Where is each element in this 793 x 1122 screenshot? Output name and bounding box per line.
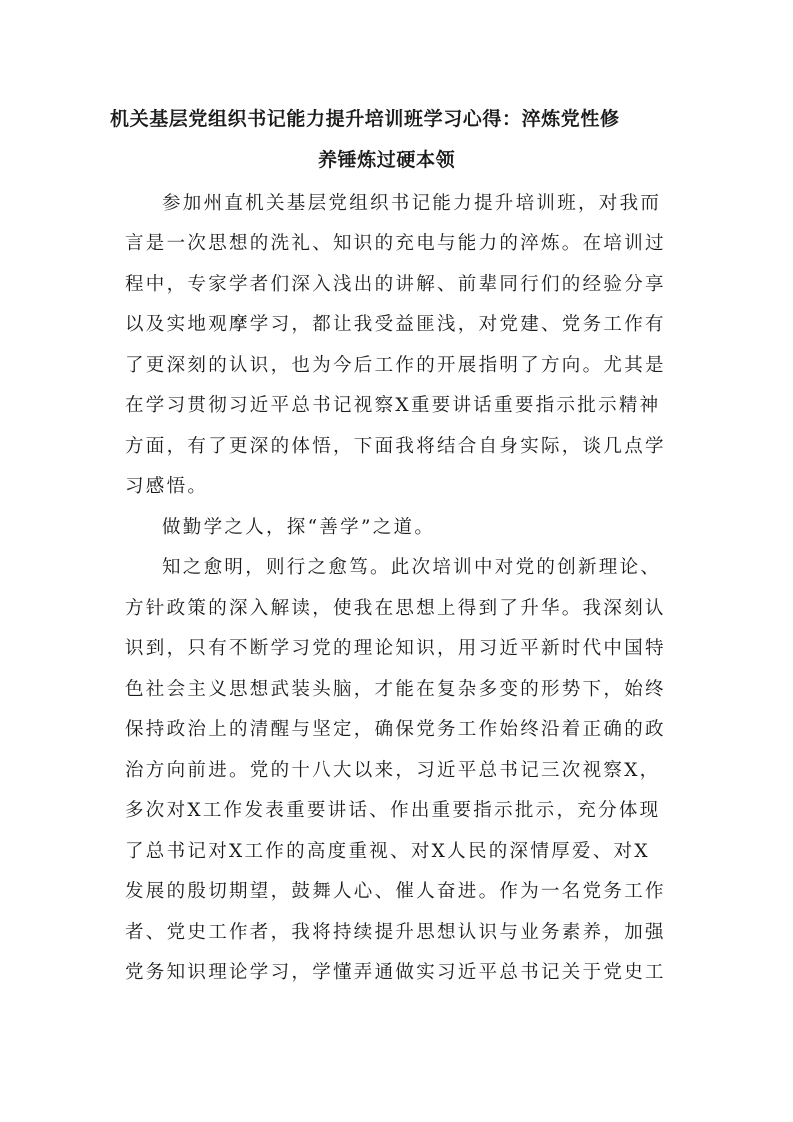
paragraph-line: 多次对X工作发表重要讲话、作出重要指示批示，充分体现 <box>125 800 661 821</box>
paragraph-line: 了更深刻的认识，也为今后工作的开展指明了方向。尤其是 <box>125 355 666 376</box>
paragraph-line: 识到，只有不断学习党的理论知识，用习近平新时代中国特 <box>125 638 666 659</box>
paragraph-line: 参加州直机关基层党组织书记能力提升培训班，对我而 <box>162 193 662 214</box>
paragraph-line: 程中，专家学者们深入浅出的讲解、前辈同行们的经验分享 <box>125 274 666 295</box>
paragraph-line: 色社会主义思想武装头脑，才能在复杂多变的形势下，始终 <box>125 679 666 700</box>
paragraph-line: 治方向前进。党的十八大以来，习近平总书记三次视察X， <box>125 760 661 781</box>
paragraph-line: 了总书记对X工作的高度重视、对X人民的深情厚爱、对X <box>125 841 650 862</box>
paragraph-line: 保持政治上的清醒与坚定，确保党务工作始终沿着正确的政 <box>125 719 666 740</box>
section-heading-line: 做勤学之人，探“善学”之道。 <box>162 517 436 538</box>
document-title-line-2: 养锤炼过硬本领 <box>318 149 456 171</box>
paragraph-line: 方面，有了更深的体悟，下面我将结合自身实际，谈几点学 <box>125 436 666 457</box>
paragraph-line: 言是一次思想的洗礼、知识的充电与能力的淬炼。在培训过 <box>125 233 666 254</box>
paragraph-line: 发展的殷切期望，鼓舞人心、催人奋进。作为一名党务工作 <box>125 881 666 902</box>
paragraph-line: 党务知识理论学习，学懂弄通做实习近平总书记关于党史工 <box>125 962 666 983</box>
paragraph-line: 在学习贯彻习近平总书记视察X重要讲话重要指示批示精神 <box>125 395 661 416</box>
paragraph-line: 知之愈明，则行之愈笃。此次培训中对党的创新理论、 <box>162 557 662 578</box>
paragraph-line: 方针政策的深入解读，使我在思想上得到了升华。我深刻认 <box>125 598 666 619</box>
paragraph-line: 习感悟。 <box>125 476 209 497</box>
paragraph-line: 以及实地观摩学习，都让我受益匪浅，对党建、党务工作有 <box>125 314 666 335</box>
document-title-line-1: 机关基层党组织书记能力提升培训班学习心得：淬炼党性修 <box>110 108 620 130</box>
paragraph-line: 者、党史工作者，我将持续提升思想认识与业务素养，加强 <box>125 922 666 943</box>
